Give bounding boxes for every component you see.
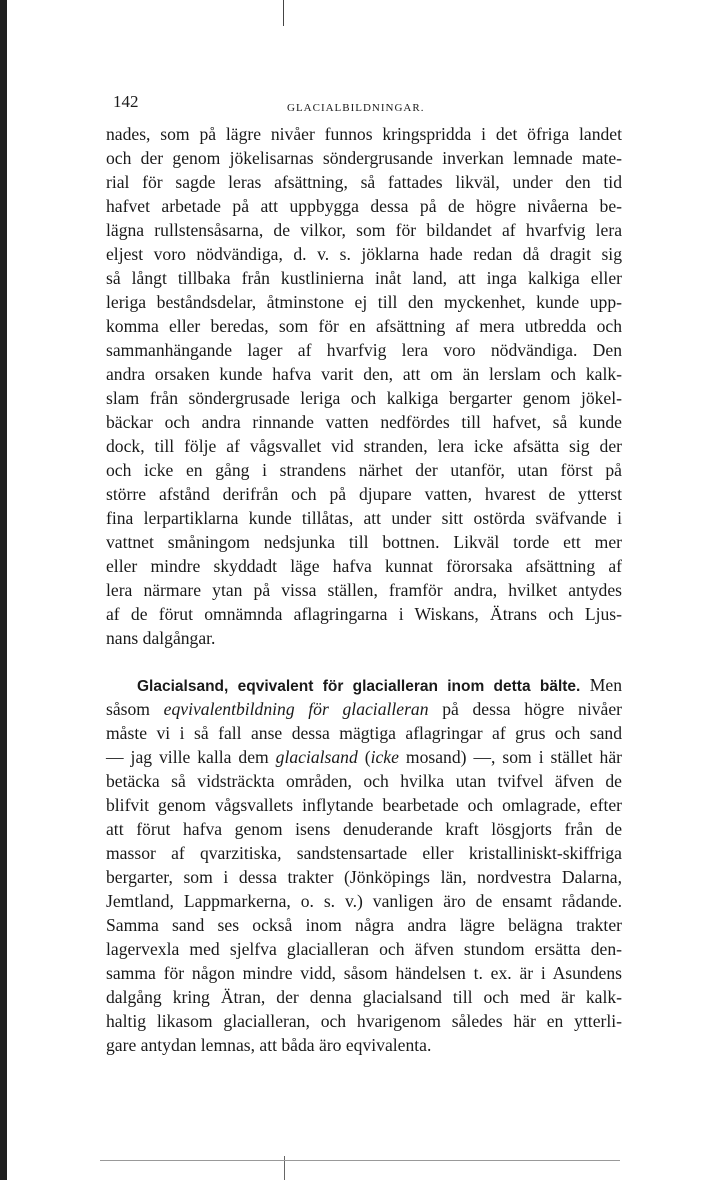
text-line: leriga beståndsdelar, åtminstone ej till den myckenhet, kunde upp-	[106, 292, 622, 312]
text-fragment: såsom	[106, 699, 164, 719]
scan-rule-top	[283, 0, 284, 26]
text-line: Jemtland, Lappmarkerna, o. s. v.) vanligen äro de ensamt rådande.	[106, 891, 622, 911]
text-line: af de förut omnämnda aflagringarna i Wiskans, Ätrans och Ljus-	[106, 604, 622, 624]
text-line: blifvit genom vågsvallets inflytande bearbetade och omlagrade, efter	[106, 795, 622, 815]
text-line: fina lerpartiklarna kunde tillåtas, att under sitt ostörda sväfvande i	[106, 508, 622, 528]
text-fragment: Men	[589, 675, 623, 695]
text-line: haltig likasom glacialleran, och hvarigenom således här en ytterli-	[106, 1011, 622, 1031]
scan-rule-bottom-horizontal	[100, 1160, 620, 1161]
text-line: bäckar och andra rinnande vatten nedfördes till hafvet, så kunde	[106, 412, 622, 432]
text-line: andra orsaken kunde hafva varit den, att om än lerslam och kalk-	[106, 364, 622, 384]
text-line: dock, till följe af vågsvallet vid stranden, lera icke afsätta sig der	[106, 436, 622, 456]
text-line: och der genom jökelisarnas söndergrusande inverkan lemnade mate-	[106, 148, 622, 168]
scan-page-edge	[0, 0, 7, 1180]
text-line: samma för någon mindre vidd, såsom händelsen t. ex. är i Asundens	[106, 963, 622, 983]
text-line: och icke en gång i strandens närhet der utanför, utan först på	[106, 460, 622, 480]
text-line: vattnet småningom nedsjunka till bottnen. Likväl torde ett mer	[106, 532, 622, 552]
text-line: betäcka så vidsträckta områden, och hvilka utan tvifvel äfven de	[106, 771, 622, 791]
text-line: nades, som på lägre nivåer funnos kringspridda i det öfriga landet	[106, 124, 622, 144]
text-line: rial för sagde leras afsättning, så fattades likväl, under den tid	[106, 172, 622, 192]
text-line: gare antydan lemnas, att båda äro eqvivalenta.	[106, 1035, 432, 1055]
text-line: hafvet arbetade på att uppbygga dessa på de högre nivåerna be-	[106, 196, 622, 216]
text-fragment: — jag ville kalla dem	[106, 747, 276, 767]
text-line: massor af qvarzitiska, sandstensartade eller kristalliniskt-skiffriga	[106, 843, 622, 863]
section-heading: Glacialsand, eqvivalent för glacialleran inom detta bälte.	[137, 678, 581, 695]
running-head: GLACIALBILDNINGAR.	[287, 102, 425, 114]
text-line: lagervexla med sjelfva glacialleran och äfven stundom ersätta den-	[106, 939, 622, 959]
text-line	[106, 697, 622, 721]
text-line: så långt tillbaka från kustlinierna inåt land, att inga kalkiga eller	[106, 268, 622, 288]
text-line: bergarter, som i dessa trakter (Jönköpings län, nordvestra Dalarna,	[106, 867, 622, 887]
text-line: större afstånd derifrån och på djupare vatten, hvarest de ytterst	[106, 484, 622, 504]
text-line: lägna rullstensåsarna, de vilkor, som för bildandet af hvarfvig lera	[106, 220, 622, 240]
text-line: eller mindre skyddadt läge hafva kunnat förorsaka afsättning af	[106, 556, 622, 576]
text-line: lera närmare ytan på vissa ställen, framför andra, hvilket antydes	[106, 580, 622, 600]
text-line: dalgång kring Ätran, der denna glacialsand till och med är kalk-	[106, 987, 622, 1007]
italic-term: icke	[370, 747, 399, 767]
text-line: sammanhängande lager af hvarfvig lera voro nödvändiga. Den	[106, 340, 622, 360]
text-line: eljest voro nödvändiga, d. v. s. jöklarna hade redan då dragit sig	[106, 244, 622, 264]
section-heading-line	[137, 673, 622, 697]
italic-term: glacialsand	[275, 747, 358, 767]
text-line	[106, 745, 622, 769]
text-line: måste vi i så fall anse dessa mägtiga aflagringar af grus och sand	[106, 723, 622, 743]
text-line: nans dalgångar.	[106, 628, 216, 648]
text-line: slam från söndergrusade leriga och kalkiga bergarter genom jökel-	[106, 388, 622, 408]
text-fragment: på dessa högre nivåer	[428, 699, 622, 719]
text-fragment: (	[357, 747, 371, 767]
text-line: Samma sand ses också inom några andra lägre belägna trakter	[106, 915, 622, 935]
text-line: att förut hafva genom isens denuderande kraft lösgjorts från de	[106, 819, 622, 839]
text-fragment: mosand) —, som i stället här	[398, 747, 622, 767]
italic-term: eqvivalentbildning för glacialleran	[163, 699, 429, 719]
page-number: 142	[113, 92, 139, 111]
text-line: komma eller beredas, som för en afsättning af mera utbredda och	[106, 316, 622, 336]
